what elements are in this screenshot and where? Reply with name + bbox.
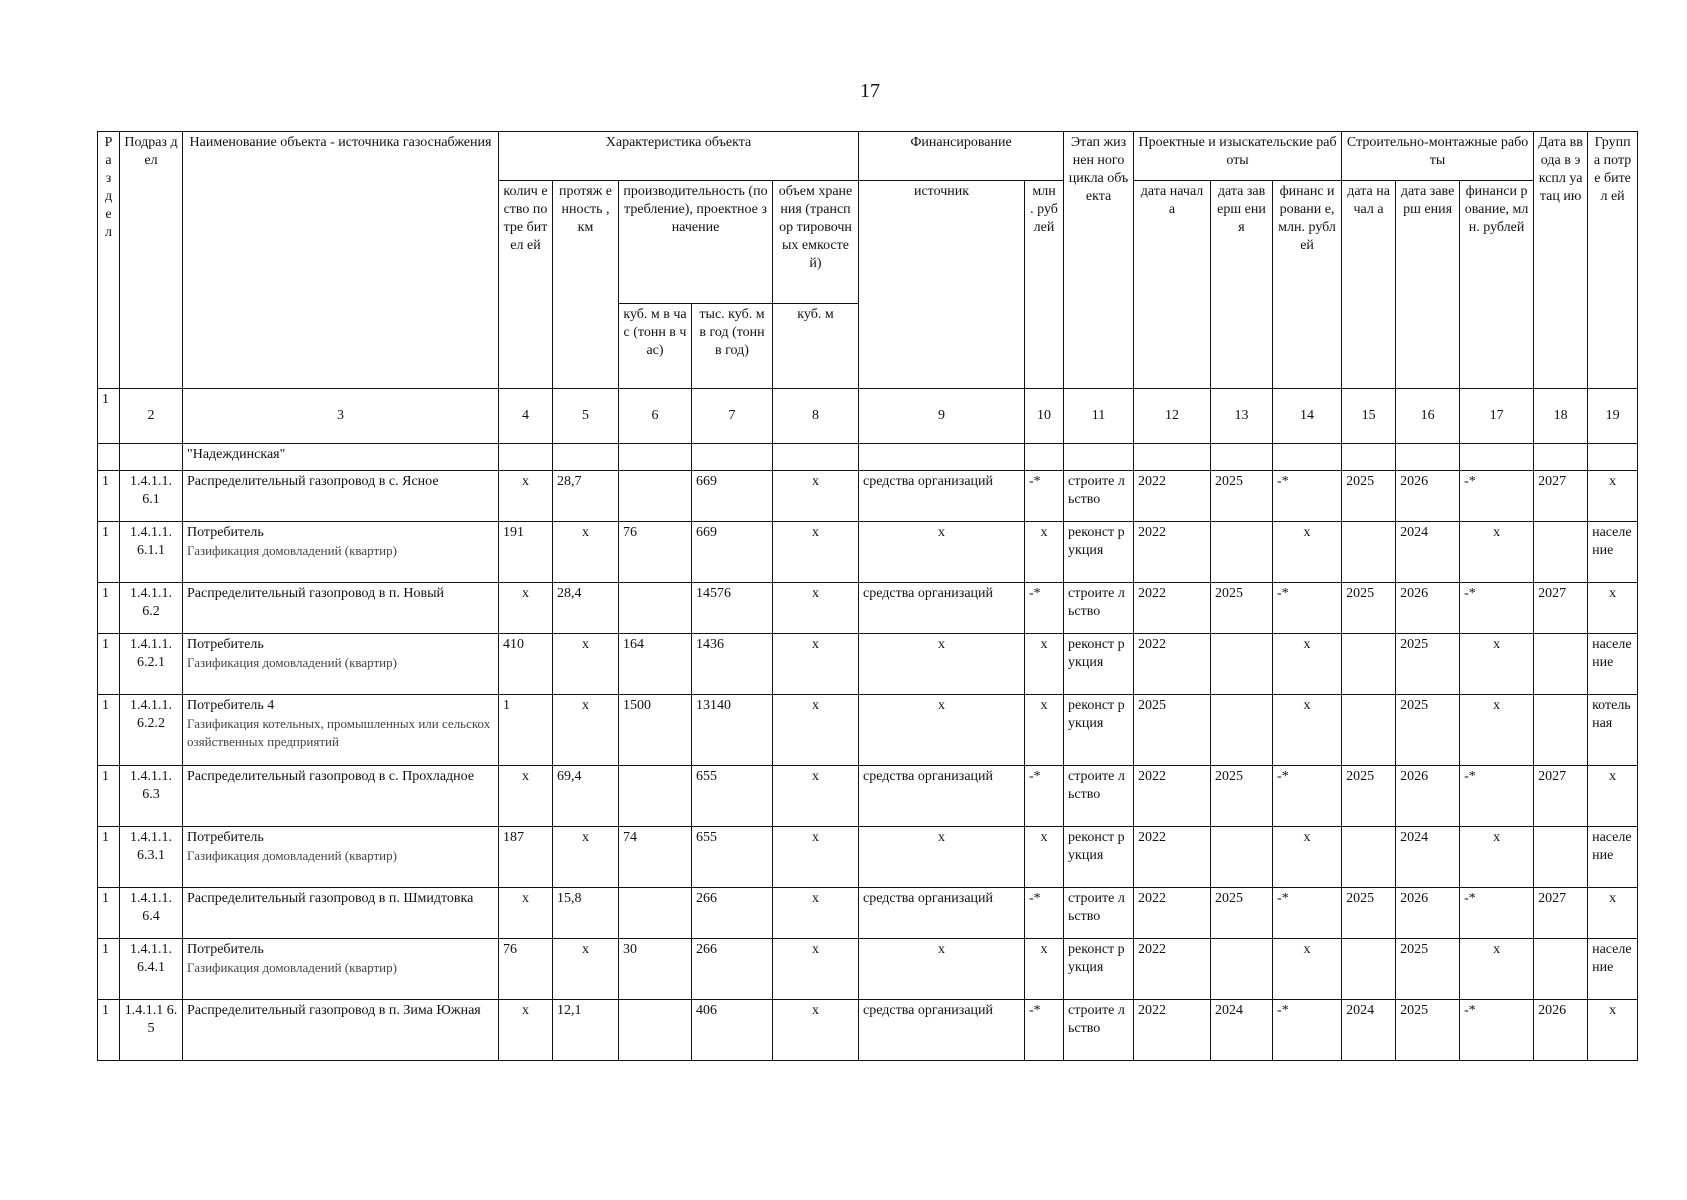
cell-col-13: 2025 — [1211, 888, 1273, 939]
cell-col-9: средства организаций — [859, 888, 1025, 939]
row-podrazdel-code: 1.4.1.1. 6.2 — [120, 583, 183, 634]
cell-col-16: 2025 — [1396, 1000, 1460, 1061]
cell-col-5: 28,4 — [553, 583, 619, 634]
cell-col-15: 2025 — [1342, 583, 1396, 634]
header-length: протяж енность , км — [553, 181, 619, 389]
row-object-name-cell — [183, 522, 499, 583]
cell-col-14: x — [1273, 827, 1342, 888]
table-row — [98, 522, 1638, 583]
cell-col-7: 669 — [692, 471, 773, 522]
cell-col-15: 2025 — [1342, 471, 1396, 522]
row-podrazdel-code: 1.4.1.1. 6.4 — [120, 888, 183, 939]
row-podrazdel-code: 1.4.1.1. 6.1 — [120, 471, 183, 522]
row-podrazdel-code: 1.4.1.1. 6.3 — [120, 766, 183, 827]
cell-col-8: x — [773, 888, 859, 939]
column-number: 16 — [1396, 389, 1460, 444]
header-storage-unit: куб. м — [773, 304, 859, 389]
cell-col-9: x — [859, 827, 1025, 888]
cell-col-7: 266 — [692, 939, 773, 1000]
cell-col-10: x — [1025, 827, 1064, 888]
section-cell-empty — [98, 444, 120, 471]
cell-col-11: строите льство — [1064, 471, 1134, 522]
header-design-start: дата начала — [1134, 181, 1211, 389]
cell-col-6 — [619, 471, 692, 522]
cell-col-18 — [1534, 634, 1588, 695]
cell-col-12: 2022 — [1134, 1000, 1211, 1061]
section-title: "Надеждинская" — [183, 444, 499, 471]
cell-col-4: 76 — [499, 939, 553, 1000]
header-consumer-group: Групп а потре бител ей — [1588, 132, 1638, 389]
cell-col-15 — [1342, 939, 1396, 1000]
cell-col-16: 2026 — [1396, 888, 1460, 939]
header-mln-rub: млн . руб лей — [1025, 181, 1064, 389]
cell-col-18 — [1534, 695, 1588, 766]
cell-col-17: -* — [1460, 888, 1534, 939]
cell-col-19: населе ние — [1588, 827, 1638, 888]
table-row — [98, 471, 1638, 522]
cell-col-12: 2022 — [1134, 766, 1211, 827]
cell-col-12: 2022 — [1134, 827, 1211, 888]
cell-col-11: реконст рукция — [1064, 522, 1134, 583]
cell-col-6 — [619, 888, 692, 939]
cell-col-8: x — [773, 939, 859, 1000]
section-row — [98, 444, 1638, 471]
cell-col-5: x — [553, 939, 619, 1000]
row-object-name: Потребитель 4 — [187, 698, 275, 713]
cell-col-8: x — [773, 827, 859, 888]
table-row — [98, 583, 1638, 634]
header-capacity: производительность (потребление), проектное значение — [619, 181, 773, 304]
row-object-description: Газификация котельных, промышленных или сельскохозяйственных предприятий — [187, 716, 491, 749]
row-object-name: Распределительный газопровод в п. Зима Южная — [187, 1003, 481, 1018]
cell-col-5: x — [553, 827, 619, 888]
section-cell-empty — [120, 444, 183, 471]
cell-col-6: 164 — [619, 634, 692, 695]
cell-col-18: 2027 — [1534, 471, 1588, 522]
cell-col-4: 410 — [499, 634, 553, 695]
cell-col-10: -* — [1025, 471, 1064, 522]
cell-col-19: x — [1588, 766, 1638, 827]
cell-col-17: x — [1460, 827, 1534, 888]
column-numbers-row — [98, 389, 1638, 444]
cell-col-17: x — [1460, 939, 1534, 1000]
cell-col-7: 1436 — [692, 634, 773, 695]
cell-col-13: 2025 — [1211, 471, 1273, 522]
cell-col-9: x — [859, 522, 1025, 583]
cell-col-9: средства организаций — [859, 766, 1025, 827]
column-number: 18 — [1534, 389, 1588, 444]
row-object-description: Газификация домовладений (квартир) — [187, 960, 397, 975]
cell-col-13 — [1211, 695, 1273, 766]
row-object-description: Газификация домовладений (квартир) — [187, 848, 397, 863]
cell-col-11: реконст рукция — [1064, 695, 1134, 766]
page-number: 17 — [860, 80, 880, 102]
cell-col-12: 2022 — [1134, 583, 1211, 634]
cell-col-5: x — [553, 634, 619, 695]
row-object-name: Потребитель — [187, 942, 264, 957]
cell-col-6 — [619, 1000, 692, 1061]
cell-col-14: x — [1273, 939, 1342, 1000]
cell-col-17: x — [1460, 522, 1534, 583]
row-podrazdel-code: 1.4.1.1. 6.2.2 — [120, 695, 183, 766]
row-object-name-cell — [183, 939, 499, 1000]
column-number: 9 — [859, 389, 1025, 444]
cell-col-10: x — [1025, 939, 1064, 1000]
cell-col-7: 669 — [692, 522, 773, 583]
row-object-description: Газификация домовладений (квартир) — [187, 655, 397, 670]
cell-col-8: x — [773, 695, 859, 766]
cell-col-4: x — [499, 471, 553, 522]
cell-col-8: x — [773, 766, 859, 827]
cell-col-14: x — [1273, 634, 1342, 695]
cell-col-8: x — [773, 583, 859, 634]
cell-col-11: строите льство — [1064, 888, 1134, 939]
cell-col-17: -* — [1460, 583, 1534, 634]
row-razdel: 1 — [98, 888, 120, 939]
header-design-end: дата заверш ения — [1211, 181, 1273, 389]
cell-col-17: x — [1460, 695, 1534, 766]
cell-col-11: реконст рукция — [1064, 634, 1134, 695]
cell-col-19: x — [1588, 888, 1638, 939]
column-number: 8 — [773, 389, 859, 444]
table-row — [98, 939, 1638, 1000]
cell-col-14: -* — [1273, 583, 1342, 634]
cell-col-15: 2025 — [1342, 888, 1396, 939]
header-commission-date: Дата ввода в экспл уатац ию — [1534, 132, 1588, 389]
cell-col-4: 187 — [499, 827, 553, 888]
cell-col-5: 12,1 — [553, 1000, 619, 1061]
column-number: 15 — [1342, 389, 1396, 444]
cell-col-4: x — [499, 583, 553, 634]
cell-col-8: x — [773, 522, 859, 583]
cell-col-18: 2027 — [1534, 888, 1588, 939]
row-razdel: 1 — [98, 939, 120, 1000]
cell-col-8: x — [773, 1000, 859, 1061]
cell-col-7: 655 — [692, 766, 773, 827]
cell-col-16: 2025 — [1396, 939, 1460, 1000]
cell-col-14: x — [1273, 522, 1342, 583]
cell-col-12: 2022 — [1134, 634, 1211, 695]
cell-col-16: 2026 — [1396, 583, 1460, 634]
column-number: 7 — [692, 389, 773, 444]
cell-col-19: x — [1588, 583, 1638, 634]
cell-col-18 — [1534, 939, 1588, 1000]
cell-col-7: 406 — [692, 1000, 773, 1061]
cell-col-16: 2026 — [1396, 766, 1460, 827]
cell-col-5: 28,7 — [553, 471, 619, 522]
cell-col-15 — [1342, 522, 1396, 583]
row-object-name-cell — [183, 766, 499, 827]
row-object-name-cell — [183, 471, 499, 522]
cell-col-16: 2026 — [1396, 471, 1460, 522]
table-header — [98, 132, 1638, 444]
cell-col-15 — [1342, 827, 1396, 888]
header-source: источник — [859, 181, 1025, 389]
row-object-name-cell — [183, 634, 499, 695]
column-number: 1 — [98, 389, 120, 444]
column-number: 12 — [1134, 389, 1211, 444]
table-row — [98, 634, 1638, 695]
row-object-name: Распределительный газопровод в п. Новый — [187, 586, 444, 601]
row-razdel: 1 — [98, 522, 120, 583]
cell-col-7: 13140 — [692, 695, 773, 766]
table-body — [98, 444, 1638, 1061]
column-number: 13 — [1211, 389, 1273, 444]
cell-col-10: -* — [1025, 1000, 1064, 1061]
column-number: 14 — [1273, 389, 1342, 444]
cell-col-17: -* — [1460, 1000, 1534, 1061]
cell-col-10: -* — [1025, 583, 1064, 634]
table-row — [98, 695, 1638, 766]
cell-col-14: -* — [1273, 1000, 1342, 1061]
column-number: 4 — [499, 389, 553, 444]
cell-col-5: 15,8 — [553, 888, 619, 939]
cell-col-9: x — [859, 695, 1025, 766]
row-razdel: 1 — [98, 634, 120, 695]
row-object-name: Потребитель — [187, 637, 264, 652]
cell-col-16: 2024 — [1396, 827, 1460, 888]
cell-col-10: x — [1025, 522, 1064, 583]
cell-col-11: строите льство — [1064, 583, 1134, 634]
row-razdel: 1 — [98, 471, 120, 522]
cell-col-19: населе ние — [1588, 522, 1638, 583]
cell-col-13 — [1211, 634, 1273, 695]
cell-col-5: x — [553, 522, 619, 583]
cell-col-13 — [1211, 827, 1273, 888]
header-design-works: Проектные и изыскательские работы — [1134, 132, 1342, 181]
row-podrazdel-code: 1.4.1.1. 6.2.1 — [120, 634, 183, 695]
cell-col-10: x — [1025, 634, 1064, 695]
cell-col-18: 2027 — [1534, 583, 1588, 634]
row-object-name-cell — [183, 1000, 499, 1061]
row-object-name: Потребитель — [187, 830, 264, 845]
cell-col-4: x — [499, 1000, 553, 1061]
table-row — [98, 888, 1638, 939]
cell-col-8: x — [773, 634, 859, 695]
cell-col-7: 266 — [692, 888, 773, 939]
cell-col-16: 2024 — [1396, 522, 1460, 583]
header-razdel: Р а з д е л — [98, 132, 120, 389]
cell-col-17: -* — [1460, 766, 1534, 827]
table-row — [98, 827, 1638, 888]
header-storage: объем хранения (транспор тировочн ых емкостей) — [773, 181, 859, 304]
cell-col-14: -* — [1273, 471, 1342, 522]
cell-col-13: 2024 — [1211, 1000, 1273, 1061]
row-object-name: Распределительный газопровод в с. Ясное — [187, 474, 439, 489]
column-number: 2 — [120, 389, 183, 444]
cell-col-16: 2025 — [1396, 634, 1460, 695]
cell-col-17: -* — [1460, 471, 1534, 522]
cell-col-15 — [1342, 695, 1396, 766]
row-podrazdel-code: 1.4.1.1. 6.3.1 — [120, 827, 183, 888]
cell-col-10: -* — [1025, 766, 1064, 827]
cell-col-4: x — [499, 888, 553, 939]
cell-col-12: 2022 — [1134, 471, 1211, 522]
row-razdel: 1 — [98, 766, 120, 827]
cell-col-4: x — [499, 766, 553, 827]
cell-col-10: -* — [1025, 888, 1064, 939]
cell-col-14: -* — [1273, 766, 1342, 827]
cell-col-9: средства организаций — [859, 1000, 1025, 1061]
column-number: 19 — [1588, 389, 1638, 444]
row-razdel: 1 — [98, 695, 120, 766]
cell-col-19: x — [1588, 1000, 1638, 1061]
cell-col-10: x — [1025, 695, 1064, 766]
row-razdel: 1 — [98, 1000, 120, 1061]
column-number: 5 — [553, 389, 619, 444]
cell-col-6: 74 — [619, 827, 692, 888]
cell-col-6: 76 — [619, 522, 692, 583]
row-podrazdel-code: 1.4.1.1. 6.1.1 — [120, 522, 183, 583]
cell-col-11: строите льство — [1064, 766, 1134, 827]
cell-col-9: средства организаций — [859, 583, 1025, 634]
cell-col-14: -* — [1273, 888, 1342, 939]
cell-col-19: населе ние — [1588, 939, 1638, 1000]
row-razdel: 1 — [98, 827, 120, 888]
row-object-description: Газификация домовладений (квартир) — [187, 543, 397, 558]
header-construction-works: Строительно-монтажные работы — [1342, 132, 1534, 181]
cell-col-5: 69,4 — [553, 766, 619, 827]
cell-col-11: реконст рукция — [1064, 939, 1134, 1000]
column-number: 3 — [183, 389, 499, 444]
cell-col-9: средства организаций — [859, 471, 1025, 522]
cell-col-15: 2024 — [1342, 1000, 1396, 1061]
cell-col-18: 2026 — [1534, 1000, 1588, 1061]
cell-col-18 — [1534, 827, 1588, 888]
row-object-name-cell — [183, 695, 499, 766]
cell-col-12: 2022 — [1134, 522, 1211, 583]
column-number: 17 — [1460, 389, 1534, 444]
header-construction-start: дата начал а — [1342, 181, 1396, 389]
row-object-name-cell — [183, 583, 499, 634]
cell-col-15 — [1342, 634, 1396, 695]
cell-col-18 — [1534, 522, 1588, 583]
cell-col-19: котель ная — [1588, 695, 1638, 766]
header-financing: Финансирование — [859, 132, 1064, 181]
cell-col-16: 2025 — [1396, 695, 1460, 766]
column-number: 6 — [619, 389, 692, 444]
cell-col-6: 30 — [619, 939, 692, 1000]
cell-col-13 — [1211, 522, 1273, 583]
table-row — [98, 766, 1638, 827]
row-object-name: Потребитель — [187, 525, 264, 540]
row-razdel: 1 — [98, 583, 120, 634]
cell-col-14: x — [1273, 695, 1342, 766]
header-construction-financing: финанси рование, млн. рублей — [1460, 181, 1534, 389]
cell-col-4: 1 — [499, 695, 553, 766]
header-capacity-hour: куб. м в час (тонн в час) — [619, 304, 692, 389]
column-number: 10 — [1025, 389, 1064, 444]
header-design-financing: финанс ировани е, млн. рублей — [1273, 181, 1342, 389]
cell-col-18: 2027 — [1534, 766, 1588, 827]
cell-col-4: 191 — [499, 522, 553, 583]
cell-col-12: 2022 — [1134, 939, 1211, 1000]
cell-col-9: x — [859, 939, 1025, 1000]
cell-col-7: 655 — [692, 827, 773, 888]
header-life-cycle-stage: Этап жизнен ного цикла объекта — [1064, 132, 1134, 389]
cell-col-12: 2025 — [1134, 695, 1211, 766]
cell-col-17: x — [1460, 634, 1534, 695]
cell-col-12: 2022 — [1134, 888, 1211, 939]
cell-col-13: 2025 — [1211, 583, 1273, 634]
cell-col-5: x — [553, 695, 619, 766]
header-construction-end: дата заверш ения — [1396, 181, 1460, 389]
column-number: 11 — [1064, 389, 1134, 444]
cell-col-11: реконст рукция — [1064, 827, 1134, 888]
cell-col-6 — [619, 583, 692, 634]
cell-col-19: населе ние — [1588, 634, 1638, 695]
row-object-name: Распределительный газопровод в с. Прохладное — [187, 769, 475, 784]
cell-col-6: 1500 — [619, 695, 692, 766]
header-object-name: Наименование объекта - источника газоснабжения — [183, 132, 499, 389]
cell-col-19: x — [1588, 471, 1638, 522]
gas-supply-objects-table — [97, 131, 1638, 1061]
cell-col-9: x — [859, 634, 1025, 695]
cell-col-7: 14576 — [692, 583, 773, 634]
row-object-name-cell — [183, 888, 499, 939]
cell-col-8: x — [773, 471, 859, 522]
header-characteristic: Характеристика объекта — [499, 132, 859, 181]
header-consumers-count: колич ество потре бител ей — [499, 181, 553, 389]
row-podrazdel-code: 1.4.1.1. 6.4.1 — [120, 939, 183, 1000]
table-row — [98, 1000, 1638, 1061]
header-capacity-year: тыс. куб. м в год (тонн в год) — [692, 304, 773, 389]
cell-col-13: 2025 — [1211, 766, 1273, 827]
cell-col-13 — [1211, 939, 1273, 1000]
header-podrazdel: Подраз дел — [120, 132, 183, 389]
cell-col-11: строите льство — [1064, 1000, 1134, 1061]
row-object-name: Распределительный газопровод в п. Шмидтовка — [187, 891, 474, 906]
row-object-name-cell — [183, 827, 499, 888]
cell-col-15: 2025 — [1342, 766, 1396, 827]
cell-col-6 — [619, 766, 692, 827]
row-podrazdel-code: 1.4.1.1 6.5 — [120, 1000, 183, 1061]
